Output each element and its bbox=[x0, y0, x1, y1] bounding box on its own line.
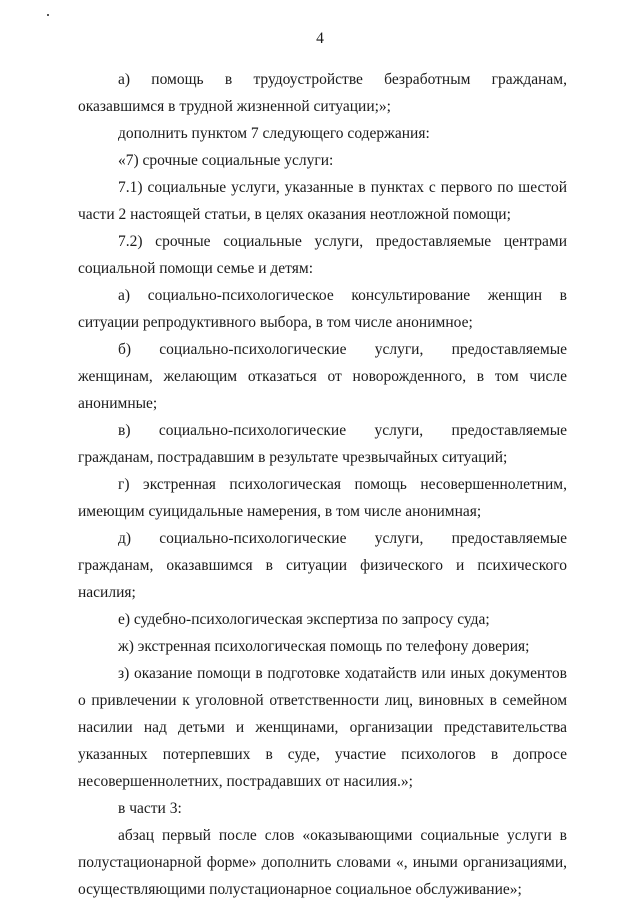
paragraph-sub-e: е) судебно-психологическая экспертиза по запросу суда; bbox=[118, 611, 490, 628]
paragraph-sub-b: б) социально-психологические услуги, предоставляемые женщинам, желающим отказаться от новорожденного, в том числе анонимные; bbox=[78, 341, 567, 412]
paragraph-sub-v: в) социально-психологические услуги, предоставляемые гражданам, пострадавшим в результате чрезвычайных ситуаций; bbox=[78, 422, 567, 466]
paragraph-sub-z: з) оказание помощи в подготовке ходатайств или иных документов о привлечении к уголовной ответственности лиц, виновных в семейном насилии над детьми и женщинами, организации представительства указанных потерпевших в суде, участие психологов в допросе несовершеннолетних, пострадавших от насилия.»; bbox=[78, 665, 567, 790]
paragraph-sub-d: д) социально-психологические услуги, предоставляемые гражданам, оказавшимся в ситуации физического и психического насилия; bbox=[78, 530, 567, 601]
page-number: 4 bbox=[316, 30, 324, 47]
paragraph-a-employment: а) помощь в трудоустройстве безработным гражданам, оказавшимся в трудной жизненной ситуации;»; bbox=[78, 71, 567, 115]
paragraph-sub-g: г) экстренная психологическая помощь несовершеннолетним, имеющим суицидальные намерения, в том числе анонимная; bbox=[78, 476, 567, 520]
paragraph-sub-a: а) социально-психологическое консультирование женщин в ситуации репродуктивного выбора, в том числе анонимное; bbox=[78, 287, 567, 331]
scan-mark bbox=[47, 14, 49, 16]
paragraph-sub-zh: ж) экстренная психологическая помощь по телефону доверия; bbox=[118, 638, 530, 655]
paragraph-add-item-7: дополнить пунктом 7 следующего содержания: bbox=[118, 125, 430, 142]
document-body bbox=[78, 66, 567, 903]
paragraph-item-7-heading: «7) срочные социальные услуги: bbox=[118, 152, 334, 169]
paragraph-first-abzac: абзац первый после слов «оказывающими социальные услуги в полустационарной форме» дополнить словами «, иными организациями, осуществляющими полустационарное социальное обслуживание»; bbox=[78, 827, 567, 898]
paragraph-item-7-1: 7.1) социальные услуги, указанные в пунктах с первого по шестой части 2 настоящей статьи, в целях оказания неотложной помощи; bbox=[78, 179, 567, 223]
paragraph-item-7-2: 7.2) срочные социальные услуги, предоставляемые центрами социальной помощи семье и детям: bbox=[78, 233, 567, 277]
paragraph-part-3: в части 3: bbox=[118, 800, 182, 817]
